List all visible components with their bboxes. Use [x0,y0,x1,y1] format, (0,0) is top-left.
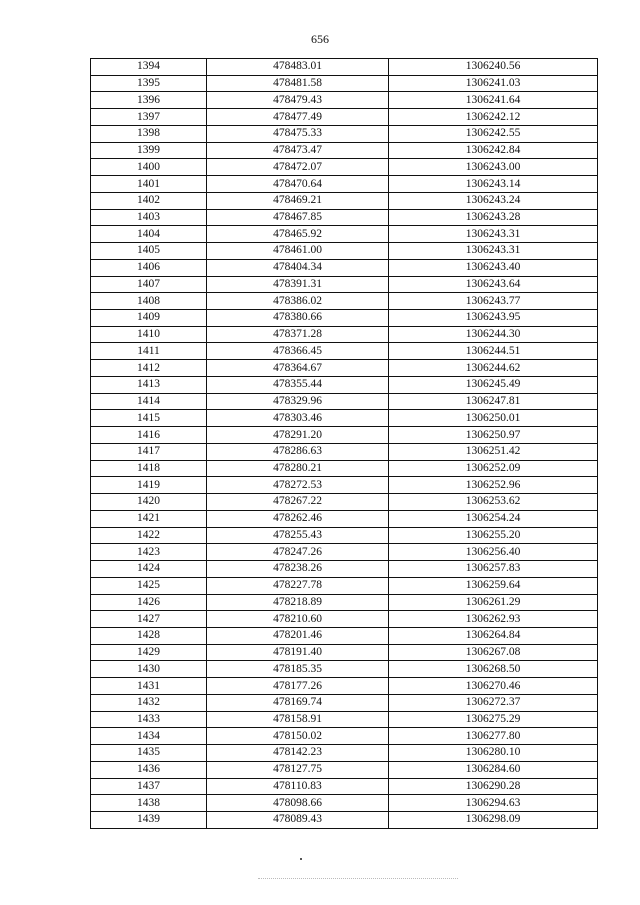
x-coordinate-cell: 478089.43 [207,812,389,829]
y-coordinate-cell: 1306277.80 [389,728,598,745]
table-row [91,209,598,226]
x-coordinate-cell: 478473.47 [207,142,389,159]
table-row [91,92,598,109]
x-coordinate-cell: 478201.46 [207,627,389,644]
point-number-cell: 1402 [91,192,207,209]
table-row [91,678,598,695]
point-number-cell: 1420 [91,494,207,511]
x-coordinate-cell: 478483.01 [207,59,389,76]
x-coordinate-cell: 478475.33 [207,125,389,142]
point-number-cell: 1398 [91,125,207,142]
table-row [91,243,598,260]
x-coordinate-cell: 478355.44 [207,376,389,393]
page-number: 656 [311,32,329,46]
table-row [91,192,598,209]
table-row [91,75,598,92]
x-coordinate-cell: 478262.46 [207,510,389,527]
y-coordinate-cell: 1306250.97 [389,427,598,444]
point-number-cell: 1431 [91,678,207,695]
x-coordinate-cell: 478472.07 [207,159,389,176]
y-coordinate-cell: 1306244.62 [389,360,598,377]
point-number-cell: 1400 [91,159,207,176]
table-row [91,812,598,829]
y-coordinate-cell: 1306252.96 [389,477,598,494]
table-row [91,745,598,762]
x-coordinate-cell: 478218.89 [207,594,389,611]
x-coordinate-cell: 478280.21 [207,460,389,477]
x-coordinate-cell: 478150.02 [207,728,389,745]
y-coordinate-cell: 1306243.24 [389,192,598,209]
x-coordinate-cell: 478272.53 [207,477,389,494]
point-number-cell: 1405 [91,243,207,260]
x-coordinate-cell: 478371.28 [207,326,389,343]
point-number-cell: 1394 [91,59,207,76]
table-row [91,644,598,661]
x-coordinate-cell: 478291.20 [207,427,389,444]
point-number-cell: 1433 [91,711,207,728]
table-row [91,410,598,427]
x-coordinate-cell: 478158.91 [207,711,389,728]
x-coordinate-cell: 478267.22 [207,494,389,511]
x-coordinate-cell: 478465.92 [207,226,389,243]
x-coordinate-cell: 478142.23 [207,745,389,762]
x-coordinate-cell: 478098.66 [207,795,389,812]
y-coordinate-cell: 1306270.46 [389,678,598,695]
table-row [91,728,598,745]
point-number-cell: 1423 [91,544,207,561]
point-number-cell: 1439 [91,812,207,829]
y-coordinate-cell: 1306241.64 [389,92,598,109]
table-row [91,494,598,511]
point-number-cell: 1430 [91,661,207,678]
point-number-cell: 1429 [91,644,207,661]
point-number-cell: 1417 [91,443,207,460]
table-row [91,393,598,410]
y-coordinate-cell: 1306242.84 [389,142,598,159]
y-coordinate-cell: 1306243.77 [389,293,598,310]
y-coordinate-cell: 1306243.31 [389,243,598,260]
table-row [91,310,598,327]
table-row [91,577,598,594]
point-number-cell: 1397 [91,109,207,126]
y-coordinate-cell: 1306275.29 [389,711,598,728]
coordinates-table [90,58,598,829]
y-coordinate-cell: 1306244.30 [389,326,598,343]
y-coordinate-cell: 1306284.60 [389,761,598,778]
y-coordinate-cell: 1306247.81 [389,393,598,410]
y-coordinate-cell: 1306243.31 [389,226,598,243]
y-coordinate-cell: 1306252.09 [389,460,598,477]
table-row [91,259,598,276]
point-number-cell: 1419 [91,477,207,494]
y-coordinate-cell: 1306243.28 [389,209,598,226]
point-number-cell: 1414 [91,393,207,410]
y-coordinate-cell: 1306298.09 [389,812,598,829]
table-row [91,795,598,812]
table-row [91,276,598,293]
table-row [91,711,598,728]
x-coordinate-cell: 478177.26 [207,678,389,695]
y-coordinate-cell: 1306261.29 [389,594,598,611]
point-number-cell: 1406 [91,259,207,276]
table-row [91,176,598,193]
point-number-cell: 1436 [91,761,207,778]
table-row [91,443,598,460]
y-coordinate-cell: 1306251.42 [389,443,598,460]
x-coordinate-cell: 478479.43 [207,92,389,109]
x-coordinate-cell: 478303.46 [207,410,389,427]
point-number-cell: 1416 [91,427,207,444]
x-coordinate-cell: 478470.64 [207,176,389,193]
y-coordinate-cell: 1306264.84 [389,627,598,644]
table-row [91,142,598,159]
y-coordinate-cell: 1306240.56 [389,59,598,76]
table-row [91,661,598,678]
table-row [91,594,598,611]
table-row [91,125,598,142]
x-coordinate-cell: 478286.63 [207,443,389,460]
y-coordinate-cell: 1306243.64 [389,276,598,293]
y-coordinate-cell: 1306243.14 [389,176,598,193]
x-coordinate-cell: 478210.60 [207,611,389,628]
x-coordinate-cell: 478110.83 [207,778,389,795]
y-coordinate-cell: 1306256.40 [389,544,598,561]
y-coordinate-cell: 1306245.49 [389,376,598,393]
point-number-cell: 1410 [91,326,207,343]
y-coordinate-cell: 1306241.03 [389,75,598,92]
x-coordinate-cell: 478477.49 [207,109,389,126]
point-number-cell: 1437 [91,778,207,795]
coordinates-table-body [91,59,598,829]
x-coordinate-cell: 478247.26 [207,544,389,561]
y-coordinate-cell: 1306262.93 [389,611,598,628]
point-number-cell: 1435 [91,745,207,762]
page-bottom-rule [258,878,458,879]
table-row [91,561,598,578]
point-number-cell: 1399 [91,142,207,159]
table-row [91,109,598,126]
x-coordinate-cell: 478391.31 [207,276,389,293]
point-number-cell: 1409 [91,310,207,327]
point-number-cell: 1401 [91,176,207,193]
y-coordinate-cell: 1306255.20 [389,527,598,544]
table-row [91,627,598,644]
point-number-cell: 1395 [91,75,207,92]
y-coordinate-cell: 1306280.10 [389,745,598,762]
point-number-cell: 1427 [91,611,207,628]
x-coordinate-cell: 478469.21 [207,192,389,209]
y-coordinate-cell: 1306259.64 [389,577,598,594]
x-coordinate-cell: 478364.67 [207,360,389,377]
point-number-cell: 1412 [91,360,207,377]
point-number-cell: 1413 [91,376,207,393]
x-coordinate-cell: 478169.74 [207,694,389,711]
table-row [91,477,598,494]
table-row [91,427,598,444]
table-row [91,778,598,795]
point-number-cell: 1396 [91,92,207,109]
page-mark [300,858,302,860]
point-number-cell: 1434 [91,728,207,745]
table-row [91,159,598,176]
x-coordinate-cell: 478127.75 [207,761,389,778]
x-coordinate-cell: 478467.85 [207,209,389,226]
y-coordinate-cell: 1306254.24 [389,510,598,527]
y-coordinate-cell: 1306250.01 [389,410,598,427]
x-coordinate-cell: 478329.96 [207,393,389,410]
table-row [91,460,598,477]
y-coordinate-cell: 1306253.62 [389,494,598,511]
point-number-cell: 1432 [91,694,207,711]
table-row [91,611,598,628]
point-number-cell: 1418 [91,460,207,477]
x-coordinate-cell: 478461.00 [207,243,389,260]
point-number-cell: 1424 [91,561,207,578]
point-number-cell: 1428 [91,627,207,644]
x-coordinate-cell: 478366.45 [207,343,389,360]
table-row [91,527,598,544]
point-number-cell: 1403 [91,209,207,226]
y-coordinate-cell: 1306267.08 [389,644,598,661]
x-coordinate-cell: 478255.43 [207,527,389,544]
table-row [91,510,598,527]
table-row [91,694,598,711]
y-coordinate-cell: 1306243.95 [389,310,598,327]
point-number-cell: 1407 [91,276,207,293]
y-coordinate-cell: 1306290.28 [389,778,598,795]
y-coordinate-cell: 1306243.00 [389,159,598,176]
table-row [91,376,598,393]
table-row [91,226,598,243]
x-coordinate-cell: 478404.34 [207,259,389,276]
point-number-cell: 1404 [91,226,207,243]
x-coordinate-cell: 478191.40 [207,644,389,661]
table-row [91,761,598,778]
y-coordinate-cell: 1306242.55 [389,125,598,142]
y-coordinate-cell: 1306257.83 [389,561,598,578]
x-coordinate-cell: 478238.26 [207,561,389,578]
point-number-cell: 1438 [91,795,207,812]
point-number-cell: 1421 [91,510,207,527]
point-number-cell: 1408 [91,293,207,310]
x-coordinate-cell: 478380.66 [207,310,389,327]
y-coordinate-cell: 1306244.51 [389,343,598,360]
point-number-cell: 1411 [91,343,207,360]
table-row [91,293,598,310]
y-coordinate-cell: 1306243.40 [389,259,598,276]
y-coordinate-cell: 1306294.63 [389,795,598,812]
x-coordinate-cell: 478227.78 [207,577,389,594]
table-row [91,360,598,377]
y-coordinate-cell: 1306272.37 [389,694,598,711]
y-coordinate-cell: 1306268.50 [389,661,598,678]
table-row [91,59,598,76]
point-number-cell: 1425 [91,577,207,594]
point-number-cell: 1426 [91,594,207,611]
table-row [91,544,598,561]
table-row [91,343,598,360]
y-coordinate-cell: 1306242.12 [389,109,598,126]
x-coordinate-cell: 478185.35 [207,661,389,678]
table-row [91,326,598,343]
x-coordinate-cell: 478386.02 [207,293,389,310]
point-number-cell: 1415 [91,410,207,427]
point-number-cell: 1422 [91,527,207,544]
x-coordinate-cell: 478481.58 [207,75,389,92]
